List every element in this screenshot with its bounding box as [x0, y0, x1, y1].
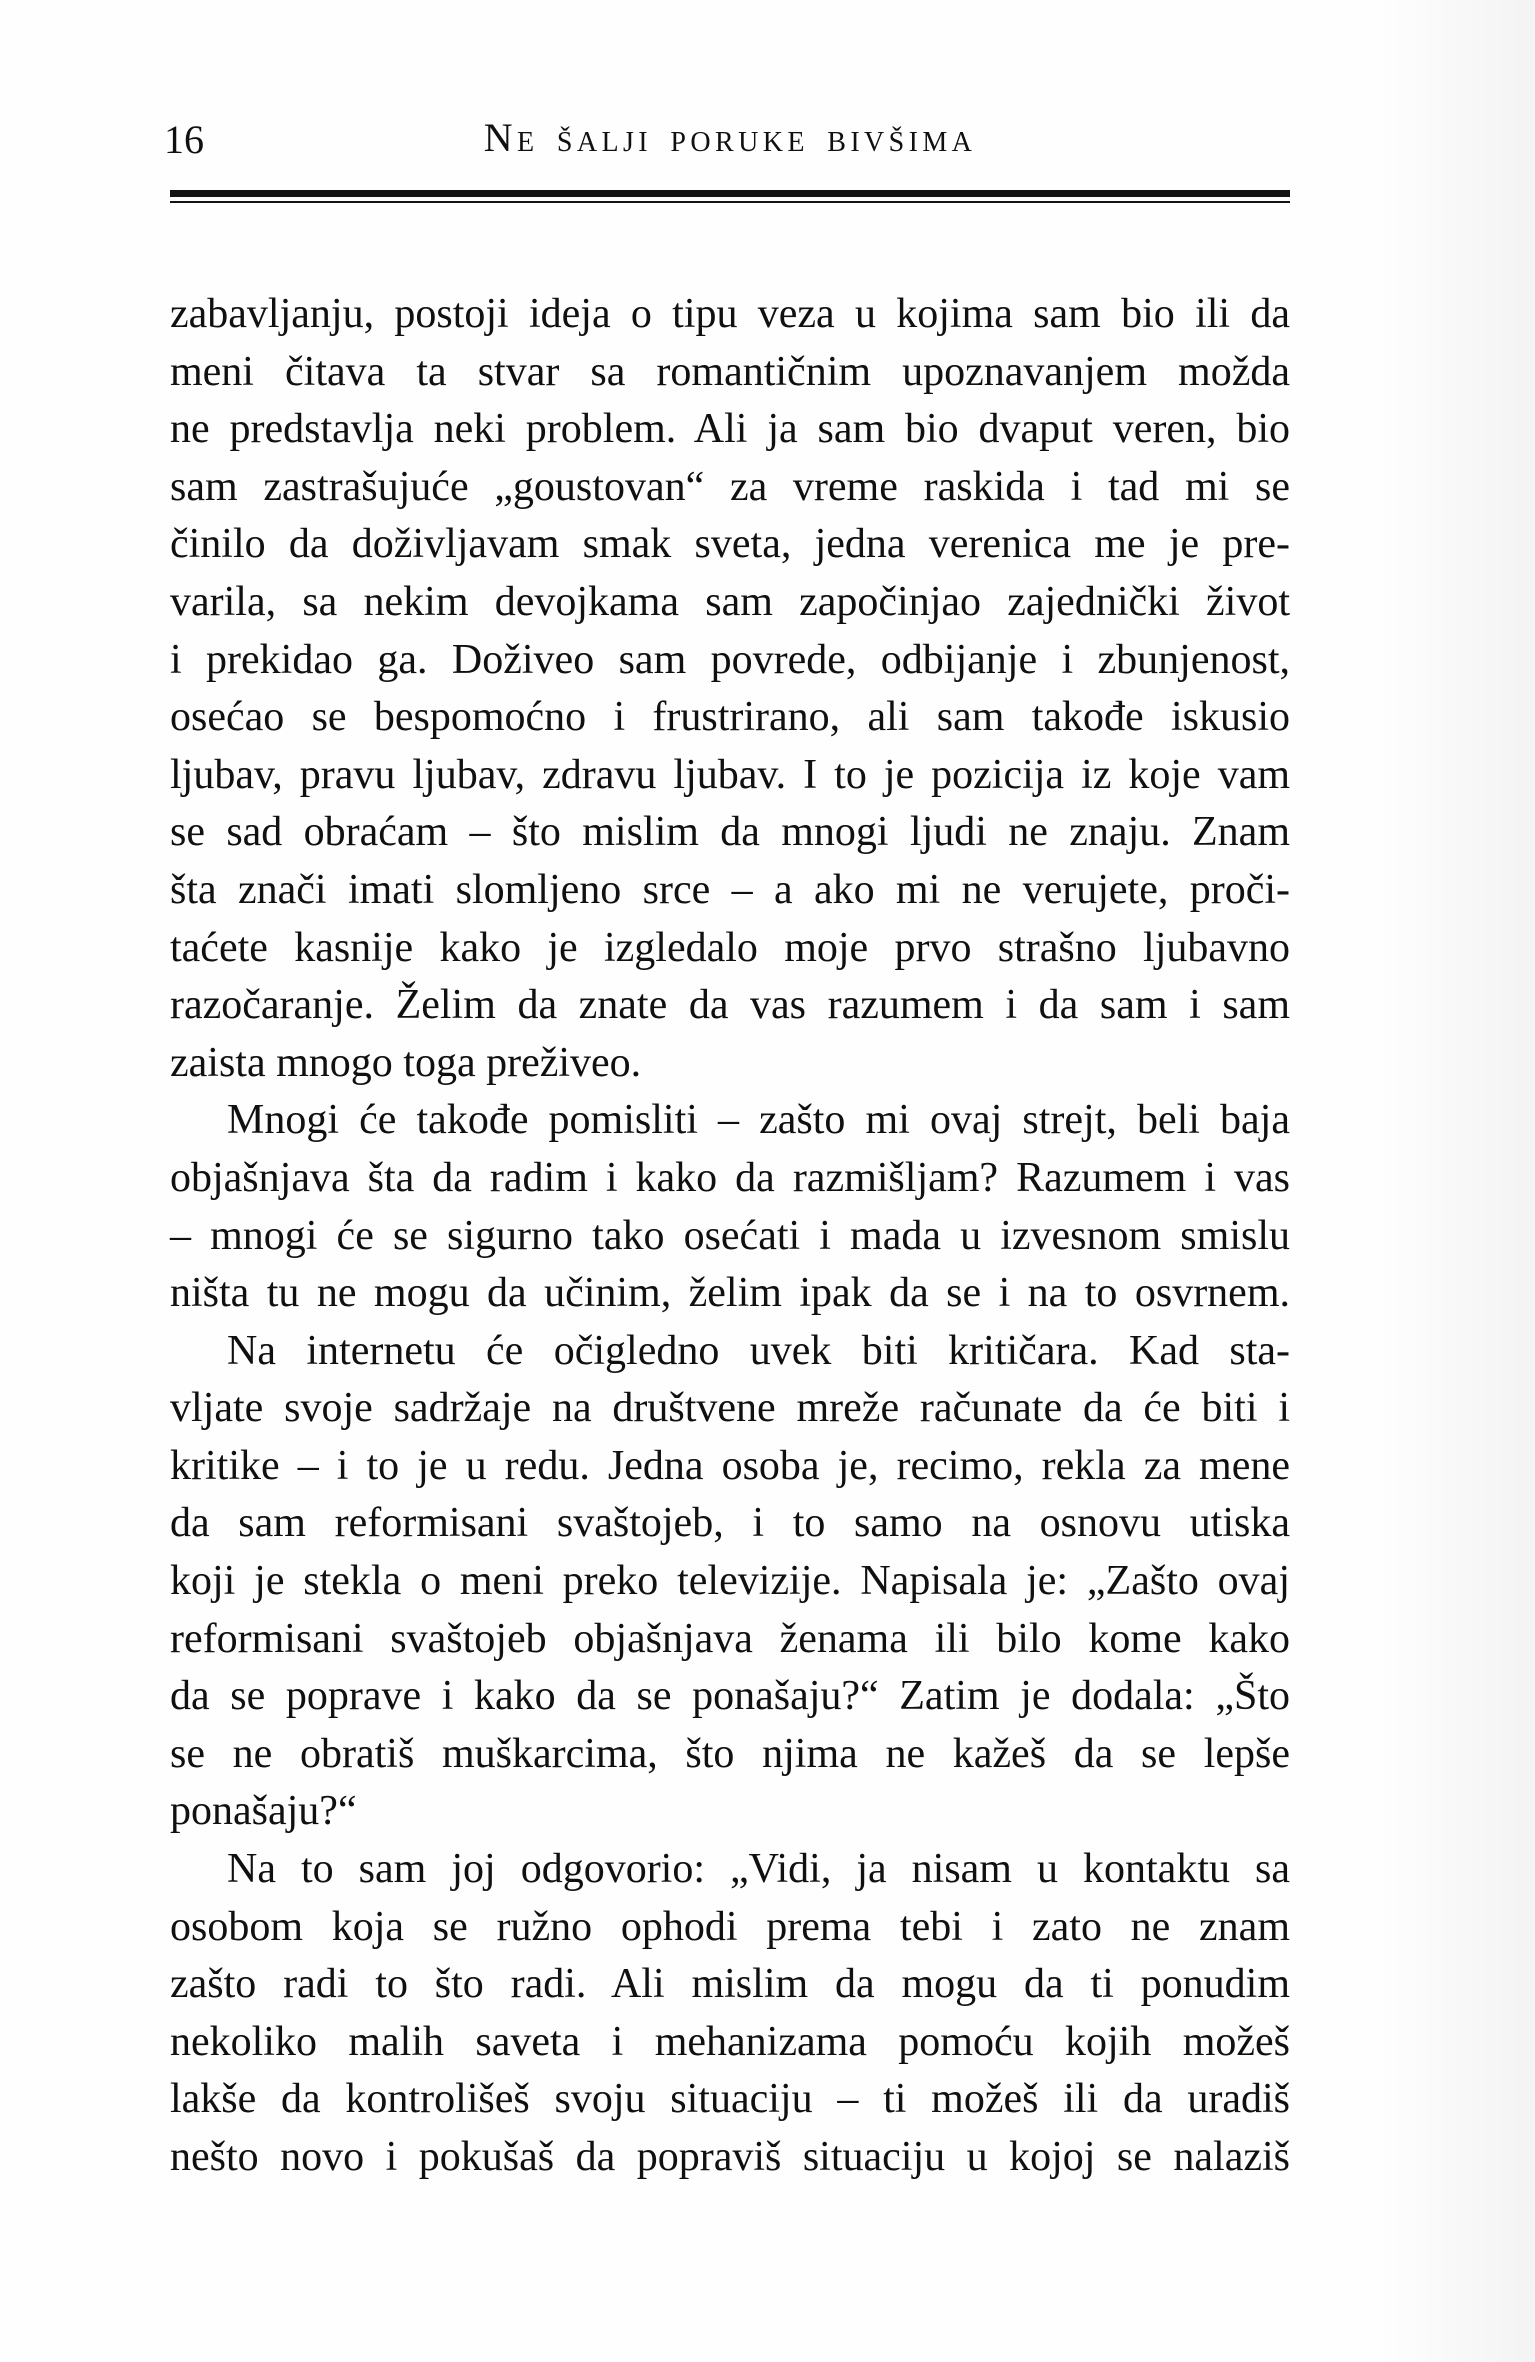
text-line: sam zastrašujuće „goustovan“ za vreme raskida i tad mi se: [170, 463, 1290, 510]
text-line: i prekidao ga. Doživeo sam povrede, odbijanje i zbunjenost,: [170, 636, 1290, 683]
text-line: Mnogi će takođe pomisliti – zašto mi ovaj strejt, beli baja: [227, 1097, 1290, 1144]
text-line: – mnogi će se sigurno tako osećati i mada u izvesnom smislu: [170, 1212, 1290, 1259]
text-line: lakše da kontrolišeš svoju situaciju – ti možeš ili da uradiš: [170, 2076, 1290, 2123]
text-line: nekoliko malih saveta i mehanizama pomoću kojih možeš: [170, 2018, 1290, 2065]
text-line: ponašaju?“: [170, 1788, 357, 1835]
text-line: objašnjava šta da radim i kako da razmišljam? Razumem i vas: [170, 1154, 1290, 1201]
text-line: meni čitava ta stvar sa romantičnim upoznavanjem možda: [170, 348, 1290, 395]
text-line: ne predstavlja neki problem. Ali ja sam bio dvaput veren, bio: [170, 406, 1290, 453]
text-line: reformisani svaštojeb objašnjava ženama ili bilo kome kako: [170, 1615, 1290, 1662]
text-line: da se poprave i kako da se ponašaju?“ Zatim je dodala: „Što: [170, 1673, 1290, 1720]
text-line: zašto radi to što radi. Ali mislim da mogu da ti ponudim: [170, 1961, 1290, 2008]
text-line: koji je stekla o meni preko televizije. Napisala je: „Zašto ovaj: [170, 1558, 1290, 1605]
text-line: Na internetu će očigledno uvek biti kritičara. Kad sta-: [227, 1327, 1290, 1374]
text-line: ljubav, pravu ljubav, zdravu ljubav. I to je pozicija iz koje vam: [170, 751, 1290, 798]
body-text: [170, 286, 1290, 2187]
running-head: Ne šalji poruke bivšima: [483, 115, 977, 160]
text-line: osobom koja se ružno ophodi prema tebi i zato ne znam: [170, 1903, 1290, 1950]
text-line: se ne obratiš muškarcima, što njima ne kažeš da se lepše: [170, 1730, 1290, 1777]
text-line: se sad obraćam – što mislim da mnogi ljudi ne znaju. Znam: [170, 809, 1290, 856]
text-line: da sam reformisani svaštojeb, i to samo na osnovu utiska: [170, 1500, 1290, 1547]
text-line: činilo da doživljavam smak sveta, jedna verenica me je pre-: [170, 521, 1290, 568]
text-line: nešto novo i pokušaš da popraviš situaciju u kojoj se nalaziš: [170, 2134, 1290, 2180]
text-line: Na to sam joj odgovorio: „Vidi, ja nisam u kontaktu sa: [227, 1846, 1290, 1893]
text-line: varila, sa nekim devojkama sam započinjao zajednički život: [170, 578, 1290, 625]
text-line: razočaranje. Želim da znate da vas razumem i da sam i sam: [170, 982, 1290, 1029]
text-line: šta znači imati slomljeno srce – a ako mi ne verujete, proči-: [170, 866, 1290, 913]
text-line: osećao se bespomoćno i frustrirano, ali sam takođe iskusio: [170, 694, 1290, 741]
page-header: [164, 115, 1290, 168]
page-number: 16: [164, 117, 204, 162]
text-line: ništa tu ne mogu da učinim, želim ipak da se i na to osvrnem.: [170, 1270, 1290, 1317]
text-line: vljate svoje sadržaje na društvene mreže računate da će biti i: [170, 1385, 1290, 1432]
header-rule: [170, 190, 1290, 203]
text-line: taćete kasnije kako je izgledalo moje prvo strašno ljubavno: [170, 924, 1290, 971]
text-line: zaista mnogo toga preživeo.: [170, 1039, 642, 1086]
text-line: kritike – i to je u redu. Jedna osoba je, recimo, rekla za mene: [170, 1442, 1290, 1489]
text-line: zabavljanju, postoji ideja o tipu veza u kojima sam bio ili da: [170, 291, 1290, 337]
